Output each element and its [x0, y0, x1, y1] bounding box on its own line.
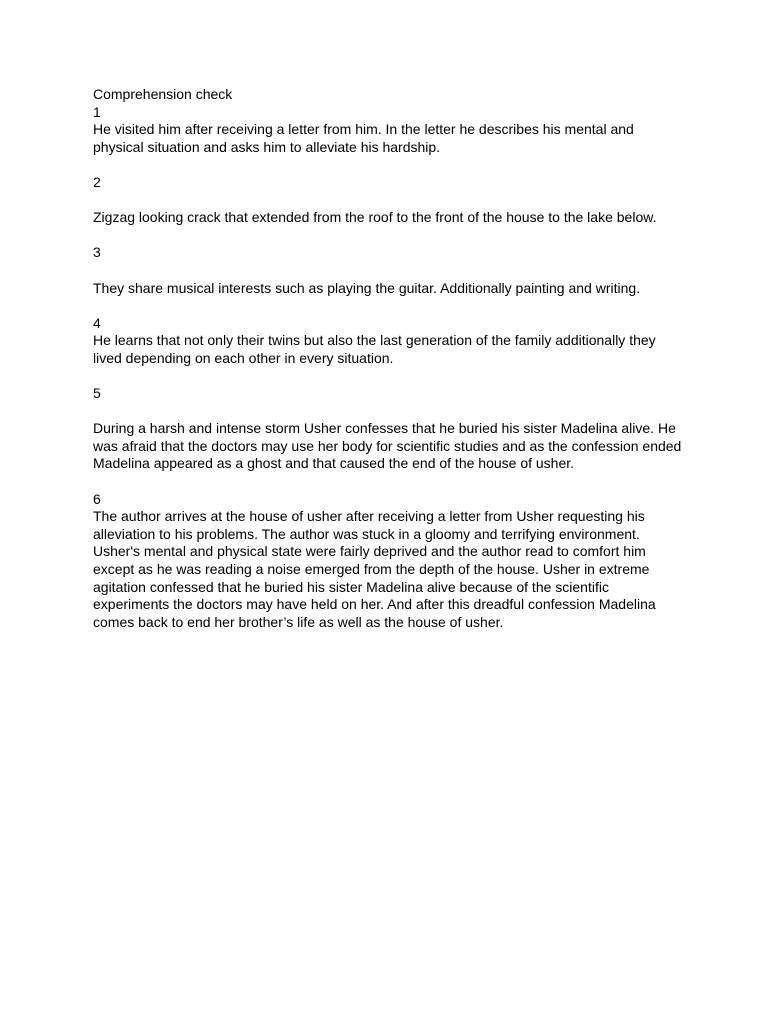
- blank-line: [93, 473, 683, 491]
- blank-line: [93, 262, 683, 280]
- answer-number-6: 6: [93, 490, 101, 507]
- blank-line: [93, 368, 683, 386]
- answer-number-3: 3: [93, 244, 101, 261]
- answer-text-2: Zigzag looking crack that extended from the roof to the front of the house to the lake below.: [93, 209, 657, 226]
- blank-line: [93, 192, 683, 210]
- document-page: [93, 86, 683, 631]
- answer-text-3: They share musical interests such as playing the guitar. Additionally painting and writing.: [93, 279, 641, 296]
- answer-number-5: 5: [93, 385, 101, 402]
- blank-line: [93, 227, 683, 245]
- answer-text-5: During a harsh and intense storm Usher confesses that he buried his sister Madelina alive. He was afraid that the doctors may use her body for scientific studies and as the confession ended Madelina appeared as a ghost and that caused the end of the house of usher.: [93, 420, 682, 472]
- blank-line: [93, 156, 683, 174]
- answer-text-4: He learns that not only their twins but also the last generation of the family additionally they lived depending on each other in every situation.: [93, 332, 656, 366]
- answer-text-1: He visited him after receiving a letter from him. In the letter he describes his mental and physical situation and asks him to alleviate his hardship.: [93, 121, 634, 155]
- document-heading: Comprehension check: [93, 86, 233, 102]
- blank-line: [93, 403, 683, 421]
- blank-line: [93, 297, 683, 315]
- answer-number-1: 1: [93, 103, 101, 120]
- answer-number-2: 2: [93, 173, 101, 190]
- answer-number-4: 4: [93, 314, 101, 331]
- answer-text-6: The author arrives at the house of usher after receiving a letter from Usher requesting his alleviation to his problems. The author was stuck in a gloomy and terrifying environment. Usher's mental and physical state were fairly deprived and the author read to comfort him except as he was reading a noise emerged from the depth of the house. Usher in extreme agitation confessed that he buried his sister Madelina alive because of the scientific experiments the doctors may have held on her. And after this dreadful confession Madelina comes back to end her brother’s life as well as the house of usher.: [93, 508, 656, 630]
